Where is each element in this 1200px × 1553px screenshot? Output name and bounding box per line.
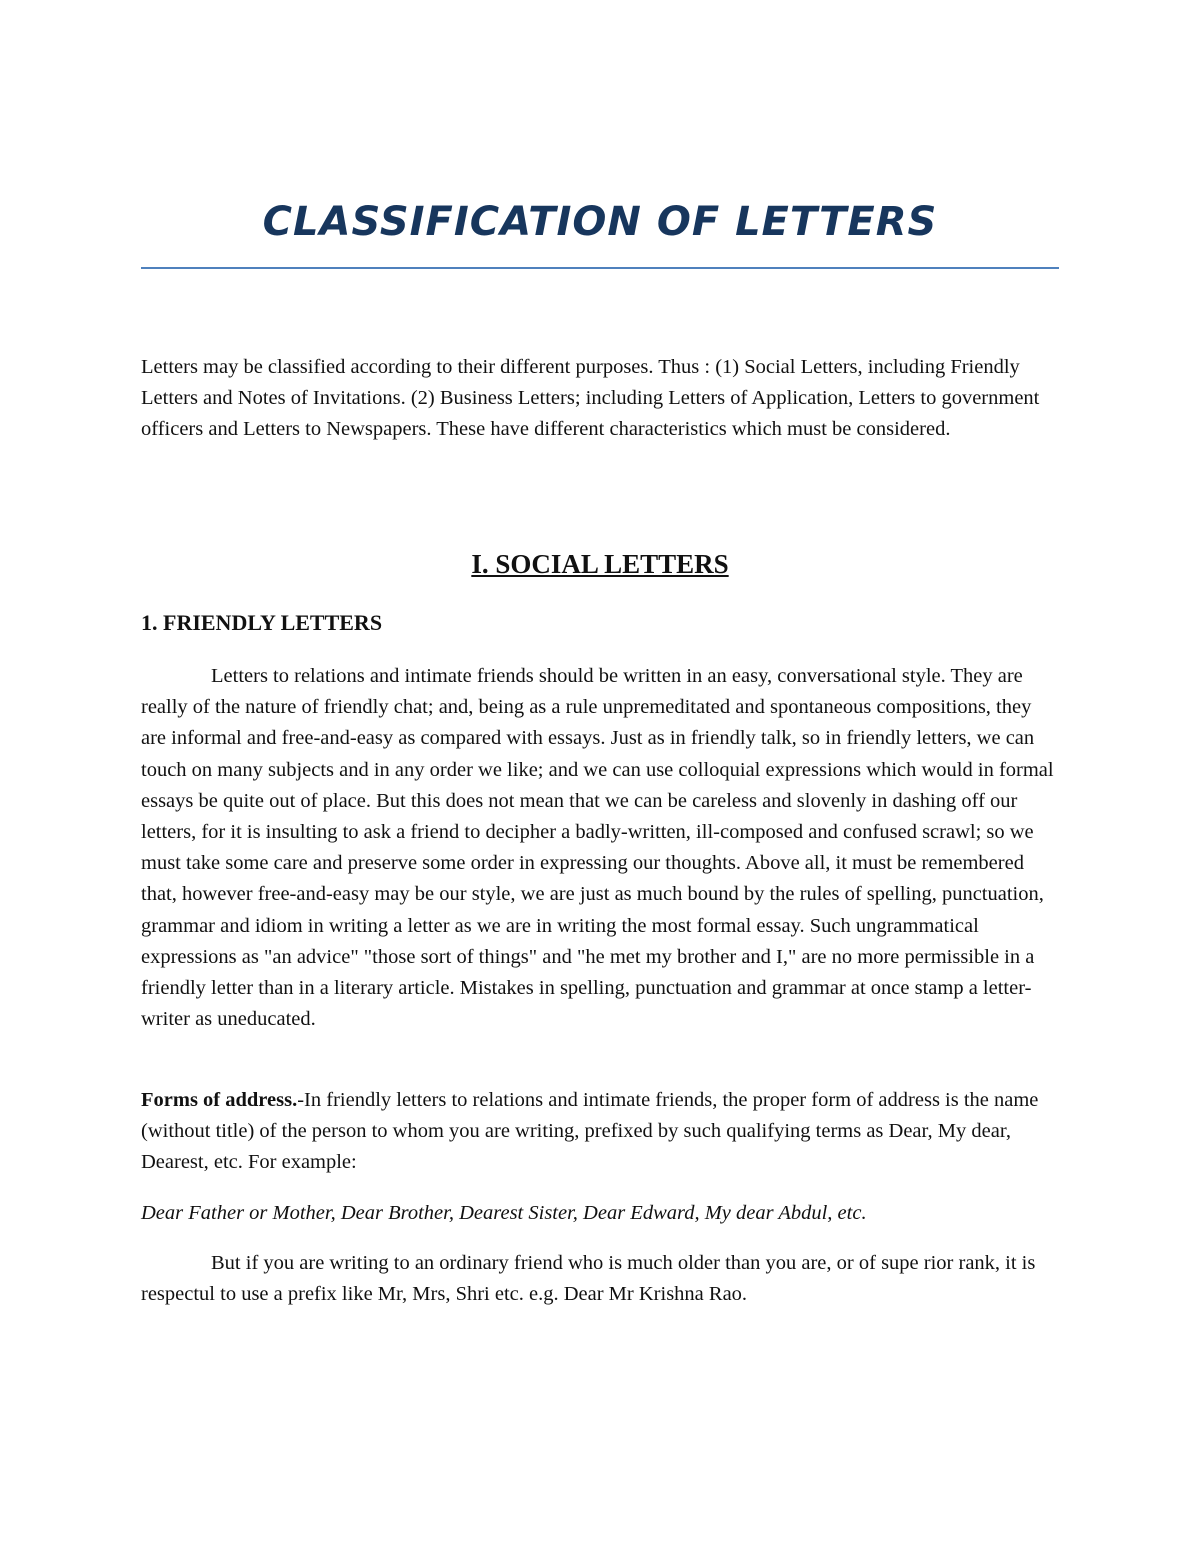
title-underline-rule bbox=[141, 267, 1059, 269]
forms-of-address-text: -In friendly letters to relations and intimate friends, the proper form of address is the name (without title) of the person to whom you are writing, prefixed by such qualifying terms as Dear, My dear, Dearest, etc. For example: bbox=[141, 1089, 1039, 1174]
forms-of-address-paragraph bbox=[141, 1085, 1059, 1179]
intro-paragraph: Letters may be classified according to their different purposes. Thus : (1) Social Letters, including Friendly Letters and Notes of Invitations. (2) Business Letters; including Letters of Application, Letters to government officers and Letters to Newspapers. These have different characteristics which must be considered. bbox=[141, 356, 1040, 441]
address-examples: Dear Father or Mother, Dear Brother, Dearest Sister, Dear Edward, My dear Abdul, etc. bbox=[141, 1202, 867, 1224]
forms-of-address-label: Forms of address. bbox=[141, 1089, 298, 1111]
document-title: CLASSIFICATION OF LETTERS bbox=[262, 199, 938, 245]
sub-heading-friendly-letters: 1. FRIENDLY LETTERS bbox=[141, 610, 383, 635]
friendly-letters-paragraph: Letters to relations and intimate friends should be written in an easy, conversational style. They are really of the nature of friendly chat; and, being as a rule unpremeditated and spontaneous compositions, they are informal and free-and-easy as compared with essays. Just as in friendly talk, so in friendly letters, we can touch on many subjects and in any order we like; and we can use colloquial expressions which would in formal essays be quite out of place. But this does not mean that we can be careless and slovenly in dashing off our letters, for it is insulting to ask a friend to decipher a badly-written, ill-composed and confused scrawl; so we must take some care and preserve some order in expressing our thoughts. Above all, it must be remembered that, however free-and-easy may be our style, we are just as much bound by the rules of spelling, punctuation, grammar and idiom in writing a letter as we are in writing the most formal essay. Such ungrammatical expressions as "an advice" "those sort of things" and "he met my brother and I," are no more permissible in a friendly letter than in a literary article. Mistakes in spelling, punctuation and grammar at once stamp a letter-writer as uneducated. bbox=[141, 665, 1054, 1031]
section-heading-social-letters: I. SOCIAL LETTERS bbox=[471, 549, 729, 579]
respectful-prefix-paragraph: But if you are writing to an ordinary friend who is much older than you are, or of supe rior rank, it is respectul to use a prefix like Mr, Mrs, Shri etc. e.g. Dear Mr Krishna Rao. bbox=[141, 1252, 1036, 1306]
